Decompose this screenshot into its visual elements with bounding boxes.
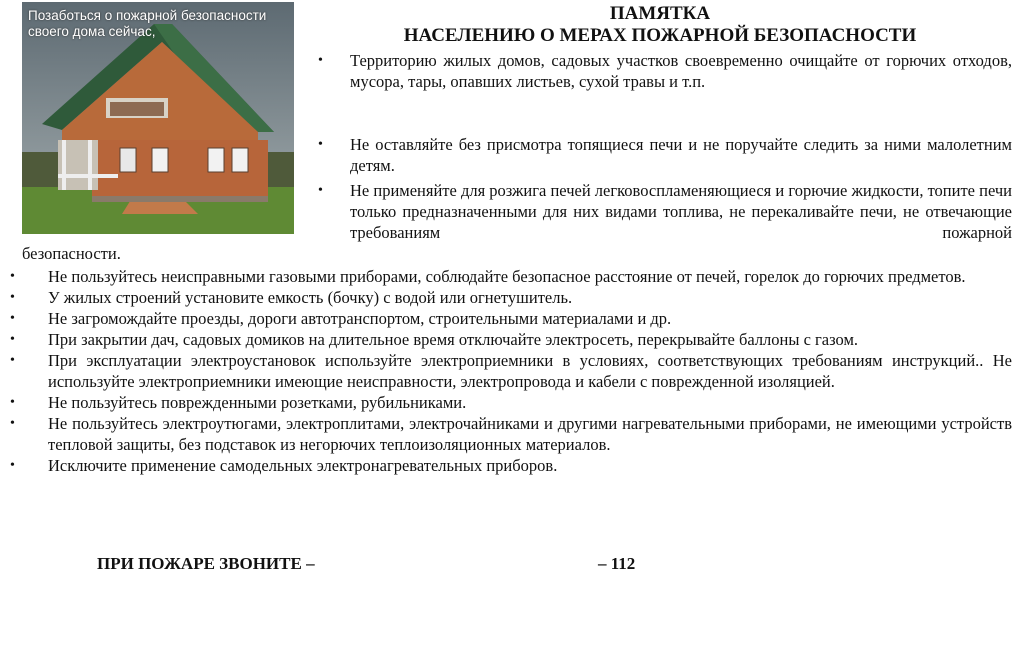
list-item-text: Не пользуйтесь поврежденными розетками, рубильниками. [48, 393, 467, 412]
list-item-text: При закрытии дач, садовых домиков на длительное время отключайте электросеть, перекрывайте баллоны с газом. [48, 330, 859, 349]
list-item [10, 392, 1012, 413]
emergency-phone-number: – 112 [598, 554, 636, 573]
bullet-icon: • [10, 290, 15, 305]
main-bullet-list [10, 266, 1012, 476]
list-item-text: Не пользуйтесь электроутюгами, электроплитами, электрочайниками и другими нагревательными приборами, не имеющими устройств тепловой защиты, без подставок из негорючих теплоизоляционных материалов. [48, 414, 1012, 454]
emergency-call-label: ПРИ ПОЖАРЕ ЗВОНИТЕ – [97, 554, 315, 573]
list-item-text: Не загромождайте проезды, дороги автотранспортом, строительными материалами и др. [48, 309, 672, 328]
bullet-icon: • [10, 458, 15, 473]
list-item [318, 50, 1012, 92]
bullet-icon: • [10, 353, 15, 368]
list-item-text: Не оставляйте без присмотра топящиеся печи и не поручайте следить за ними малолетним детям. [350, 135, 1012, 175]
list-item [10, 287, 1012, 308]
document-title: ПАМЯТКА [609, 3, 711, 24]
bullet-icon: • [10, 416, 15, 431]
bullet-icon: • [10, 269, 15, 284]
bullet-icon: • [10, 311, 15, 326]
bullet-icon: • [318, 53, 323, 68]
bullet-icon: • [10, 395, 15, 410]
list-item [10, 413, 1012, 455]
bullet-icon: • [318, 137, 323, 152]
list-item-text: При эксплуатации электроустановок используйте электроприемники в условиях, соответствующих требованиям инструкций.. Не используйте электроприемники имеющие неисправности, электропровода и кабели с поврежденной изоляцией. [48, 351, 1012, 391]
photo-caption: Позаботься о пожарной безопасности своего дома сейчас, [28, 8, 267, 39]
list-item [318, 180, 1012, 243]
list-item [10, 308, 1012, 329]
bullet-icon: • [10, 332, 15, 347]
bullet-icon: • [318, 183, 323, 198]
list-item-continuation: безопасности. [22, 244, 121, 263]
list-item [318, 134, 1012, 176]
house-photo [22, 2, 294, 234]
top-bullet-list [318, 50, 1012, 243]
list-item [10, 329, 1012, 350]
document-subtitle: НАСЕЛЕНИЮ О МЕРАХ ПОЖАРНОЙ БЕЗОПАСНОСТИ [403, 25, 917, 46]
list-item [10, 350, 1012, 392]
list-item [10, 455, 1012, 476]
list-item-text: Не пользуйтесь неисправными газовыми приборами, соблюдайте безопасное расстояние от печей, горелок до горючих предметов. [48, 267, 966, 286]
list-item-text: Исключите применение самодельных электронагревательных приборов. [48, 456, 558, 475]
list-item-text: Территорию жилых домов, садовых участков своевременно очищайте от горючих отходов, мусора, тары, опавших листьев, сухой травы и т.п. [350, 51, 1012, 91]
list-item-text: У жилых строений установите емкость (бочку) с водой или огнетушитель. [48, 288, 573, 307]
list-item-text: Не применяйте для розжига печей легковоспламеняющиеся и горючие жидкости, топите печи только предназначенными для них видами топлива, не перекаливайте печи, не отвечающие требованиям пожарной [350, 181, 1012, 242]
list-item [10, 266, 1012, 287]
